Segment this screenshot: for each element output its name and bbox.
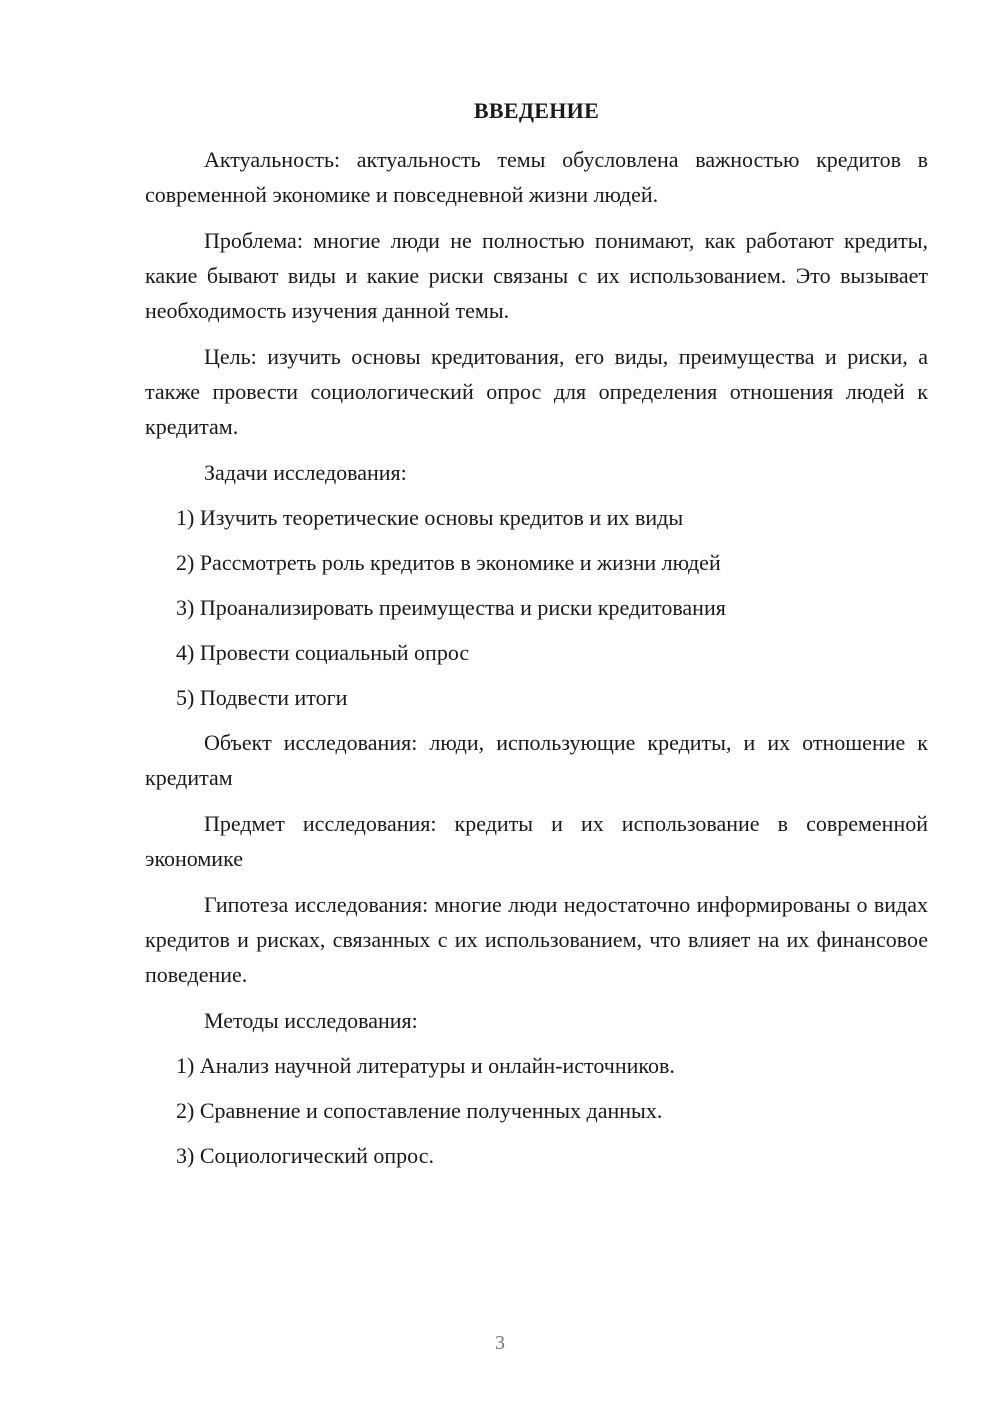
method-item: 1) Анализ научной литературы и онлайн-источников. — [176, 1053, 675, 1078]
task-item: 4) Провести социальный опрос — [176, 640, 470, 665]
problem-paragraph: Проблема: многие люди не полностью понимают, как работают кредиты, какие бывают виды и какие риски связаны с их использованием. Это вызывает необходимость изучения данной темы. — [145, 228, 928, 323]
goal-paragraph: Цель: изучить основы кредитования, его виды, преимущества и риски, а также провести социологический опрос для определения отношения людей к кредитам. — [145, 344, 928, 439]
task-item: 3) Проанализировать преимущества и риски кредитования — [176, 595, 726, 620]
task-item: 5) Подвести итоги — [176, 685, 348, 710]
subject-paragraph: Предмет исследования: кредиты и их использование в современной экономике — [145, 811, 928, 871]
task-item: 2) Рассмотреть роль кредитов в экономике и жизни людей — [176, 550, 721, 575]
method-item: 2) Сравнение и сопоставление полученных данных. — [176, 1098, 663, 1123]
task-item: 1) Изучить теоретические основы кредитов и их виды — [176, 505, 684, 530]
page-number: 3 — [495, 1332, 505, 1354]
hypothesis-paragraph: Гипотеза исследования: многие люди недостаточно информированы о видах кредитов и рисках, связанных с их использованием, что влияет на их финансовое поведение. — [145, 892, 928, 987]
method-item: 3) Социологический опрос. — [176, 1143, 434, 1168]
relevance-paragraph: Актуальность: актуальность темы обусловлена важностью кредитов в современной экономике и повседневной жизни людей. — [145, 147, 928, 207]
object-paragraph: Объект исследования: люди, использующие кредиты, и их отношение к кредитам — [145, 730, 928, 790]
page-title: ВВЕДЕНИЕ — [473, 98, 600, 123]
methods-list — [145, 1048, 928, 1173]
methods-heading: Методы исследования: — [204, 1008, 418, 1033]
tasks-heading: Задачи исследования: — [204, 460, 407, 485]
tasks-list — [145, 500, 928, 715]
document-page — [145, 94, 928, 1183]
